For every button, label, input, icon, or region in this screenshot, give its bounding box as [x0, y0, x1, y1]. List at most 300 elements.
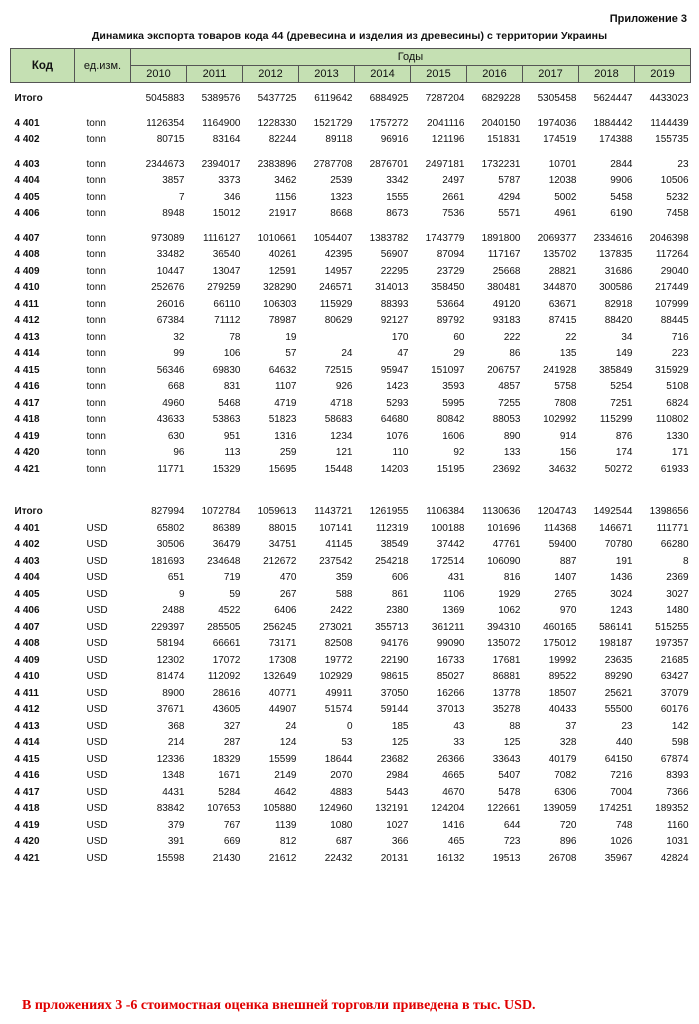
row-value: 85027 — [436, 671, 465, 682]
row-value: 300586 — [599, 282, 633, 293]
row-value: 59400 — [548, 539, 577, 550]
row-value: 1743779 — [425, 232, 465, 244]
row-value: 115299 — [599, 414, 633, 425]
row-value: 78987 — [268, 315, 297, 326]
row-value: 234648 — [207, 555, 241, 567]
row-value: 5468 — [218, 397, 241, 409]
row-value — [299, 330, 355, 347]
row-value: 24 — [341, 348, 353, 359]
row-value: 47 — [397, 348, 409, 359]
row-code: 4 412 — [14, 315, 40, 326]
row-value: 11771 — [157, 463, 185, 475]
row-value: 40433 — [548, 704, 577, 715]
row-value: 12302 — [156, 654, 185, 666]
row-value: 42395 — [324, 249, 353, 260]
row-value: 40179 — [548, 753, 577, 765]
row-value: 2070 — [330, 770, 353, 781]
row-value: 80715 — [156, 134, 185, 145]
row-value: 2380 — [386, 605, 409, 616]
row-value: 7082 — [554, 770, 577, 781]
row-value: 2876701 — [369, 158, 409, 170]
row-value: 23729 — [436, 265, 465, 277]
row-value: 5284 — [218, 786, 241, 798]
table-row — [11, 190, 691, 207]
row-value: 10701 — [548, 158, 577, 170]
row-value: 9 — [178, 588, 185, 600]
header-unit: ед.изм. — [75, 49, 131, 83]
row-value: 37079 — [660, 687, 689, 699]
row-value: 1139 — [274, 819, 297, 831]
row-value: 4522 — [218, 605, 241, 616]
row-value: 2787708 — [313, 158, 353, 170]
row-value: 121196 — [431, 134, 465, 145]
row-value: 135702 — [543, 249, 577, 260]
row-value: 65802 — [156, 522, 185, 534]
table-row — [11, 735, 691, 752]
table-row — [11, 462, 691, 479]
row-value: 1423 — [386, 381, 409, 392]
row-value: 328290 — [263, 282, 297, 293]
row-value: 651 — [167, 572, 185, 583]
row-unit: tonn — [86, 298, 106, 310]
row-value: 86 — [509, 348, 521, 359]
row-value: 723 — [503, 836, 521, 847]
row-unit: USD — [86, 852, 108, 864]
row-value: 279259 — [207, 282, 241, 293]
row-value: 716 — [671, 331, 689, 343]
row-value: 28616 — [212, 687, 241, 699]
header-code: Код — [11, 49, 75, 83]
table-row — [11, 587, 691, 604]
row-value: 24 — [285, 720, 297, 732]
row-value: 285505 — [207, 621, 241, 633]
row-unit: USD — [86, 819, 108, 831]
row-value: 51574 — [324, 704, 353, 715]
row-value: 460165 — [543, 621, 577, 633]
row-value: 1974036 — [537, 117, 577, 129]
row-unit: USD — [86, 803, 108, 814]
row-value: 88445 — [660, 315, 689, 326]
row-value: 12336 — [156, 753, 185, 765]
row-code: 4 402 — [14, 539, 40, 550]
row-value: 314013 — [375, 282, 409, 293]
row-value: 125 — [503, 737, 521, 748]
row-value: 890 — [503, 430, 521, 442]
table-row — [11, 363, 691, 380]
row-value: 34 — [621, 331, 633, 343]
row-value: 287 — [223, 737, 241, 748]
row-code: 4 421 — [14, 852, 40, 864]
row-value: 2539 — [330, 175, 353, 186]
row-value: 5254 — [610, 381, 633, 392]
row-value: 5787 — [498, 175, 521, 186]
row-code: 4 414 — [14, 737, 40, 748]
row-value: 1126354 — [146, 117, 185, 129]
row-value: 32 — [173, 331, 185, 343]
row-value: 6190 — [610, 208, 633, 219]
row-code: 4 406 — [14, 605, 40, 616]
row-value: 117167 — [487, 249, 521, 260]
row-value: 132649 — [263, 671, 297, 682]
row-value: 4960 — [162, 397, 185, 409]
row-value: 139059 — [543, 803, 577, 814]
row-value: 5045883 — [145, 93, 185, 104]
row-value: 102992 — [543, 414, 577, 425]
row-value: 5002 — [554, 191, 577, 203]
row-value: 2844 — [610, 158, 633, 170]
row-value: 17308 — [268, 654, 297, 666]
row-value: 1316 — [274, 430, 297, 442]
row-value: 2344673 — [145, 158, 185, 170]
row-value: 359 — [335, 572, 353, 583]
row-value: 5758 — [554, 381, 577, 392]
row-value: 1031 — [666, 836, 689, 847]
row-value: 16733 — [436, 654, 465, 666]
row-value: 110 — [392, 447, 409, 458]
row-value: 64680 — [380, 414, 409, 425]
spacer-row — [11, 149, 691, 157]
row-value: 2040150 — [481, 117, 521, 129]
row-value: 49911 — [325, 687, 353, 699]
row-unit — [75, 91, 131, 108]
table-row — [11, 636, 691, 653]
row-value: 214 — [167, 737, 185, 748]
header-year: 2012 — [243, 66, 299, 83]
row-value: 53863 — [212, 414, 241, 425]
row-value: 12591 — [268, 265, 297, 277]
row-value: 151097 — [431, 364, 465, 376]
row-value: 1106 — [442, 588, 465, 600]
row-value: 82918 — [604, 298, 633, 310]
table-row — [11, 537, 691, 554]
header-year: 2018 — [579, 66, 635, 83]
row-value: 328 — [559, 737, 577, 748]
table-row — [11, 206, 691, 223]
row-value: 1555 — [386, 191, 409, 203]
row-value: 181693 — [151, 555, 185, 567]
row-value: 197357 — [655, 638, 689, 649]
row-value: 53 — [341, 737, 353, 748]
header-year: 2011 — [187, 66, 243, 83]
row-code: 4 405 — [14, 588, 40, 600]
row-code: 4 419 — [14, 430, 40, 442]
row-code: 4 417 — [14, 786, 40, 798]
row-value: 44907 — [268, 704, 297, 715]
row-code: 4 406 — [14, 208, 40, 219]
row-value: 1671 — [218, 770, 241, 781]
row-value: 4670 — [442, 786, 465, 798]
row-value: 112319 — [375, 522, 409, 534]
table-row — [11, 445, 691, 462]
row-value: 49120 — [492, 298, 521, 310]
row-value: 1164900 — [202, 117, 241, 129]
row-value: 5458 — [610, 191, 633, 203]
row-value: 89792 — [436, 315, 465, 326]
row-value: 21685 — [660, 654, 689, 666]
row-value: 1059613 — [257, 506, 297, 517]
row-value: 1228330 — [257, 117, 297, 129]
row-value: 38549 — [380, 539, 409, 550]
row-value: 191 — [615, 555, 633, 567]
row-value: 1156 — [274, 191, 297, 203]
row-value: 4665 — [442, 770, 465, 781]
row-value: 2149 — [274, 770, 297, 781]
row-value: 831 — [223, 381, 241, 392]
row-value: 18507 — [548, 687, 577, 699]
row-value: 719 — [223, 572, 241, 583]
row-value: 5624447 — [593, 93, 633, 104]
row-value: 117264 — [655, 249, 689, 260]
row-value: 5232 — [666, 191, 689, 203]
row-value: 21917 — [268, 208, 297, 219]
row-value: 170 — [391, 331, 409, 343]
row-value: 19 — [285, 331, 297, 343]
row-value: 669 — [223, 836, 241, 847]
row-value: 92127 — [380, 315, 409, 326]
row-value: 15598 — [156, 852, 185, 864]
row-value: 1080 — [330, 819, 353, 831]
row-value: 1891800 — [481, 232, 521, 244]
row-value: 315929 — [655, 364, 689, 376]
row-value: 88393 — [380, 298, 409, 310]
table-row — [11, 521, 691, 538]
row-value: 18329 — [212, 753, 241, 765]
row-value: 115929 — [319, 298, 353, 310]
row-value: 361211 — [431, 621, 465, 633]
row-value: 63671 — [548, 298, 577, 310]
table-body — [11, 83, 691, 868]
appendix-label: Приложение 3 — [609, 13, 687, 25]
row-value: 3593 — [442, 381, 465, 392]
row-value: 4857 — [498, 381, 521, 392]
table-row — [11, 768, 691, 785]
table-row — [11, 570, 691, 587]
row-value: 1076 — [386, 430, 409, 442]
row-code: 4 407 — [14, 621, 40, 633]
row-unit: tonn — [86, 397, 106, 409]
row-value: 327 — [223, 720, 241, 732]
row-unit: tonn — [86, 364, 106, 376]
row-value: 344870 — [543, 282, 577, 293]
row-value: 29 — [453, 348, 465, 359]
row-value: 431 — [447, 572, 465, 583]
table-row — [11, 653, 691, 670]
row-value: 346 — [223, 191, 241, 203]
row-value: 88 — [509, 720, 521, 732]
row-value: 23692 — [492, 463, 521, 475]
table-row — [11, 330, 691, 347]
row-value: 96916 — [380, 134, 409, 145]
row-value: 470 — [279, 572, 297, 583]
row-value: 92 — [453, 447, 465, 458]
row-value: 21430 — [212, 852, 241, 864]
row-value: 69830 — [212, 364, 241, 376]
row-code: 4 409 — [14, 654, 40, 666]
row-value: 15012 — [212, 208, 241, 219]
row-value: 385849 — [599, 364, 633, 376]
row-value: 175012 — [543, 638, 577, 649]
row-code: 4 415 — [14, 364, 40, 376]
row-value: 217449 — [655, 282, 689, 293]
row-value: 124204 — [431, 803, 465, 814]
row-unit: tonn — [86, 282, 106, 293]
row-value: 107653 — [207, 803, 241, 814]
row-value: 394310 — [487, 621, 521, 633]
row-value: 37 — [565, 720, 577, 732]
row-code: 4 419 — [14, 819, 40, 831]
row-value: 8948 — [162, 208, 185, 219]
row-value: 93183 — [492, 315, 521, 326]
row-value: 185 — [391, 720, 409, 732]
table-row — [11, 346, 691, 363]
row-value: 7536 — [442, 208, 465, 219]
row-unit: USD — [86, 720, 108, 732]
row-value: 58683 — [324, 414, 353, 425]
row-value: 6829228 — [481, 93, 521, 104]
row-value: 15599 — [268, 753, 297, 765]
row-value: 23 — [677, 158, 689, 170]
row-value: 66110 — [213, 298, 241, 310]
row-value: 8900 — [162, 687, 185, 699]
row-value: 137835 — [599, 249, 633, 260]
row-value: 1348 — [162, 770, 185, 781]
row-value: 17681 — [492, 654, 521, 666]
row-value: 87415 — [548, 315, 577, 326]
row-unit: USD — [86, 522, 108, 534]
row-value: 644 — [503, 819, 521, 831]
table-row — [11, 313, 691, 330]
row-value: 28821 — [548, 265, 577, 277]
row-value: 1436 — [610, 572, 633, 583]
table-row — [11, 429, 691, 446]
row-value: 1130636 — [482, 506, 521, 517]
row-value: 22190 — [380, 654, 409, 666]
row-value: 630 — [167, 430, 185, 442]
row-value: 80842 — [436, 414, 465, 425]
row-value: 2497181 — [425, 158, 465, 170]
table-row — [11, 396, 691, 413]
row-value: 1144439 — [650, 117, 689, 129]
row-value: 10506 — [660, 175, 689, 186]
row-value: 256245 — [263, 621, 297, 633]
row-value: 58194 — [156, 638, 185, 649]
row-value: 5995 — [442, 397, 465, 409]
row-value: 3462 — [274, 175, 297, 186]
row-value: 896 — [559, 836, 577, 847]
row-value: 366 — [391, 836, 409, 847]
row-code: 4 403 — [14, 158, 40, 170]
table-row — [11, 620, 691, 637]
row-value: 37050 — [380, 687, 409, 699]
row-value: 112092 — [207, 671, 241, 682]
row-value: 133 — [503, 447, 521, 458]
row-value: 63427 — [660, 671, 689, 682]
row-unit: tonn — [86, 265, 106, 277]
row-unit: tonn — [86, 158, 106, 170]
footnote: В прложениях 3 -6 стоимостная оценка внешней торговли приведена в тыс. USD. — [22, 998, 536, 1013]
row-value: 99090 — [436, 638, 465, 649]
row-value: 13778 — [492, 687, 521, 699]
row-value: 8673 — [386, 208, 409, 219]
row-value: 33482 — [156, 249, 185, 260]
row-value: 15695 — [268, 463, 297, 475]
row-value: 6406 — [274, 605, 297, 616]
spacer-row — [11, 83, 691, 92]
row-value: 748 — [615, 819, 633, 831]
row-value: 812 — [279, 836, 297, 847]
row-code: 4 416 — [14, 770, 40, 781]
row-value: 22432 — [324, 852, 353, 864]
row-value: 174388 — [599, 134, 633, 145]
row-value: 465 — [447, 836, 465, 847]
row-value: 64632 — [268, 364, 297, 376]
row-value: 252676 — [151, 282, 185, 293]
row-value: 88015 — [268, 522, 297, 534]
row-value: 121 — [335, 447, 353, 458]
row-value: 198187 — [599, 638, 633, 649]
row-value: 71112 — [214, 315, 241, 326]
row-value: 43 — [453, 720, 465, 732]
row-value: 132191 — [375, 803, 409, 814]
row-value: 3857 — [162, 175, 185, 186]
row-value: 212672 — [263, 555, 297, 567]
row-code: 4 421 — [14, 463, 40, 475]
row-value: 80629 — [324, 315, 353, 326]
row-value: 135 — [559, 348, 577, 359]
row-value: 1398656 — [649, 506, 689, 517]
row-value: 1369 — [442, 605, 465, 616]
row-value: 37442 — [436, 539, 465, 550]
row-value: 5407 — [498, 770, 521, 781]
row-value: 66280 — [660, 539, 689, 550]
row-code: 4 404 — [14, 175, 40, 186]
row-value: 26708 — [548, 852, 577, 864]
row-value: 4431 — [162, 786, 185, 798]
row-code: 4 401 — [14, 522, 40, 534]
row-value: 2497 — [442, 175, 465, 186]
row-value: 151831 — [487, 134, 521, 145]
row-value: 21612 — [268, 852, 297, 864]
row-value: 174251 — [599, 803, 633, 814]
row-value: 7 — [178, 191, 185, 203]
row-value: 70780 — [604, 539, 633, 550]
row-value: 14203 — [380, 463, 409, 475]
row-value: 72515 — [324, 364, 353, 376]
total-row — [11, 504, 691, 521]
table-row — [11, 132, 691, 149]
row-value: 1054407 — [313, 232, 353, 244]
row-unit: tonn — [86, 249, 106, 260]
row-value: 26016 — [156, 298, 185, 310]
row-value: 66661 — [212, 638, 241, 649]
row-value: 1757272 — [369, 117, 409, 129]
row-unit: USD — [86, 671, 108, 682]
row-value: 8393 — [666, 770, 689, 781]
row-value: 50272 — [604, 463, 633, 475]
table-row — [11, 719, 691, 736]
row-value: 1010661 — [257, 232, 297, 244]
row-value: 35278 — [492, 704, 521, 715]
row-unit: tonn — [86, 381, 106, 392]
row-value: 358450 — [431, 282, 465, 293]
row-value: 267 — [279, 588, 297, 600]
row-value: 606 — [391, 572, 409, 583]
table-row — [11, 297, 691, 314]
row-value: 1407 — [554, 572, 577, 583]
row-value: 22 — [565, 331, 577, 343]
row-value: 40261 — [268, 249, 297, 260]
row-value: 598 — [671, 737, 689, 748]
